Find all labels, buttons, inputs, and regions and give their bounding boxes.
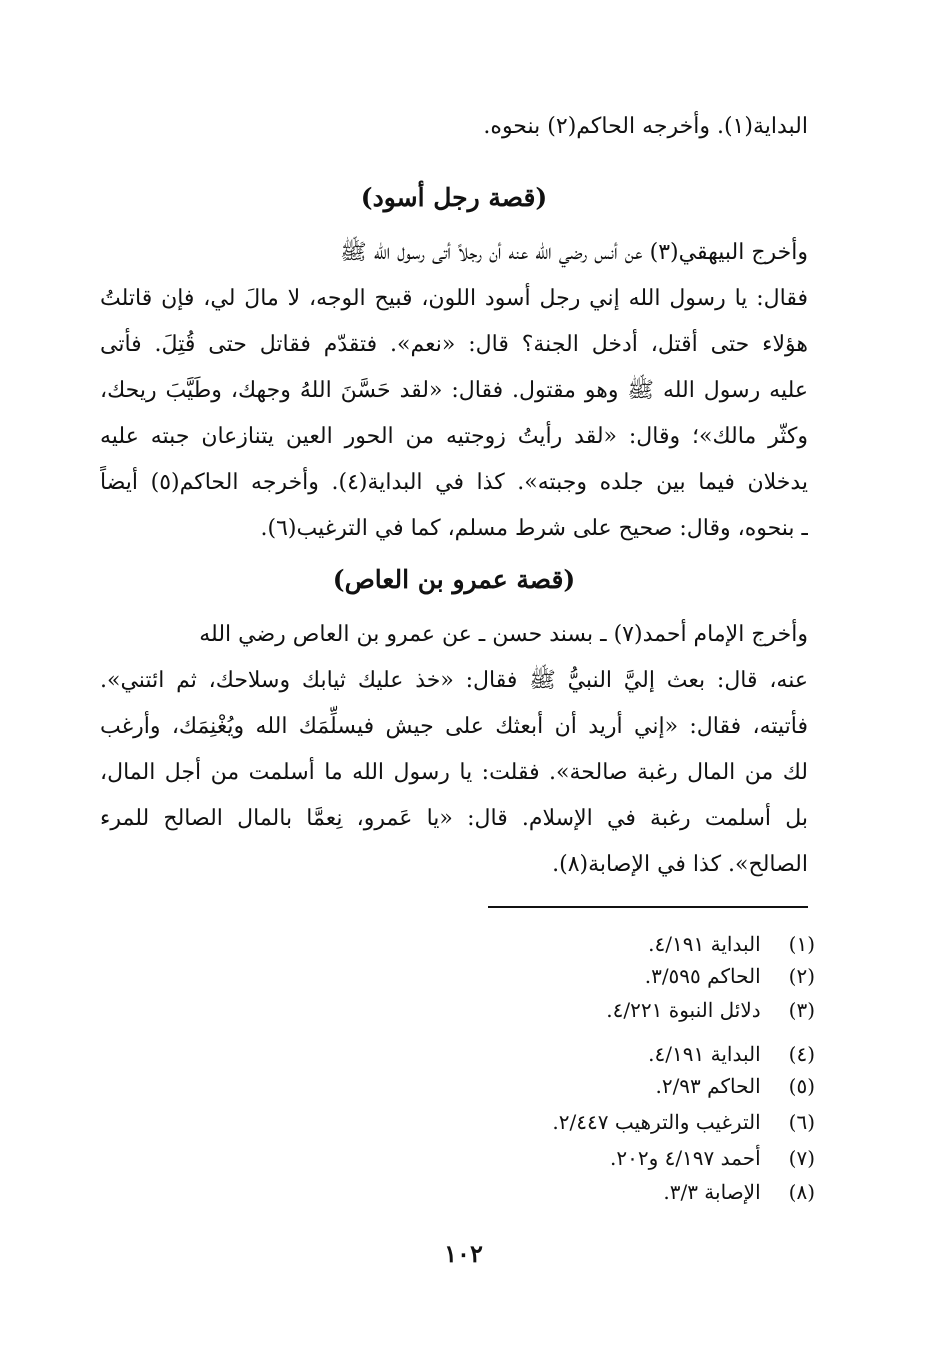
footnote-item	[648, 1038, 815, 1070]
page-number: ١٠٢	[444, 1239, 483, 1268]
footnote-item	[648, 928, 815, 960]
text-line: وكثّر مالك»؛ وقال: «لقد رأيتُ زوجتيه من الحور العين يتنازعان جبته عليه	[100, 424, 808, 449]
footnote-number: (٥)	[788, 1074, 815, 1098]
text-line: فأتيته، فقال: «إني أريد أن أبعثك على جيش فيسلِّمَك الله ويُغْنِمَك، وأرغب	[100, 714, 808, 739]
footnote-text: دلائل النبوة ٤/٢٢١.	[606, 998, 761, 1022]
footnote-number: (١)	[788, 932, 815, 956]
footnote-text: البداية ٤/١٩١.	[648, 1042, 761, 1066]
footnote-text: أحمد ٤/١٩٧ و٢٠٢.	[609, 1146, 761, 1170]
footnote-number: (٨)	[788, 1180, 815, 1204]
text-line: عليه رسول الله ﷺ وهو مقتول. فقال: «لقد حَسَّنَ اللهُ وجهك، وطَيَّبَ ريحك،	[100, 378, 808, 403]
footnote-number: (٣)	[788, 998, 815, 1022]
text-line: يدخلان فيما بين جلده وجبته». كذا في البداية(٤). وأخرجه الحاكم(٥) أيضاً	[100, 470, 808, 495]
text-line: البداية(١). وأخرجه الحاكم(٢) بنحوه.	[483, 114, 808, 139]
text-line: فقال: يا رسول الله إني رجل أسود اللون، قبيح الوجه، لا مالَ لي، فإن قاتلتُ	[100, 286, 808, 311]
footnote-separator	[488, 906, 808, 908]
footnote-number: (٧)	[788, 1146, 815, 1170]
footnote-item	[610, 1142, 815, 1174]
footnote-text: الحاكم ٢/٩٣.	[655, 1074, 761, 1098]
text-line: ـ بنحوه، وقال: صحيح على شرط مسلم، كما في الترغيب(٦).	[260, 516, 808, 541]
text-line: لك من المال رغبة صالحة». فقلت: يا رسول الله ما أسلمت من أجل المال،	[100, 760, 808, 785]
footnote-item	[606, 994, 815, 1026]
text-line: وأخرج الإمام أحمد(٧) ـ بسند حسن ـ عن عمرو بن العاص رضي الله	[199, 622, 808, 647]
footnote-text: البداية ٤/١٩١.	[648, 932, 761, 956]
text-line: عنه، قال: بعث إليَّ النبيُّ ﷺ فقال: «خذ عليك ثيابك وسلاحك، ثم ائتني».	[100, 668, 808, 693]
footnote-number: (٦)	[788, 1110, 815, 1134]
text-line: الصالح». كذا في الإصابة(٨).	[552, 852, 808, 877]
section-body-black-man	[100, 230, 808, 552]
footnote-number: (٤)	[788, 1042, 815, 1066]
footnote-item	[645, 960, 815, 992]
footnote-item	[655, 1070, 815, 1102]
section-heading-black-man: (قصة رجل أسود)	[360, 183, 548, 212]
footnote-number: (٢)	[788, 964, 815, 988]
section-body-amr-ibn-al-as	[100, 612, 808, 888]
text-line: هؤلاء حتى أقتل، أدخل الجنة؟ قال: «نعم». فتقدّم فقاتل حتى قُتِلَ. فأتى	[100, 332, 808, 357]
continuation-text	[100, 104, 808, 150]
text-line: وأخرج البيهقي(٣) عن أنس رضي الله عنه أن رجلاً أتى رسول الله ﷺ	[340, 240, 808, 265]
footnote-text: الترغيب والترهيب ٢/٤٤٧.	[552, 1110, 761, 1134]
footnote-text: الحاكم ٣/٥٩٥.	[644, 964, 761, 988]
footnote-text: الإصابة ٣/٣.	[663, 1180, 761, 1204]
footnote-item	[552, 1106, 815, 1138]
footnote-item	[663, 1176, 815, 1208]
section-heading-amr-ibn-al-as: (قصة عمرو بن العاص)	[332, 565, 576, 594]
text-line: بل أسلمت رغبة في الإسلام. قال: «يا عَمرو، نِعمَّا بالمال الصالح للمرء	[100, 806, 808, 831]
